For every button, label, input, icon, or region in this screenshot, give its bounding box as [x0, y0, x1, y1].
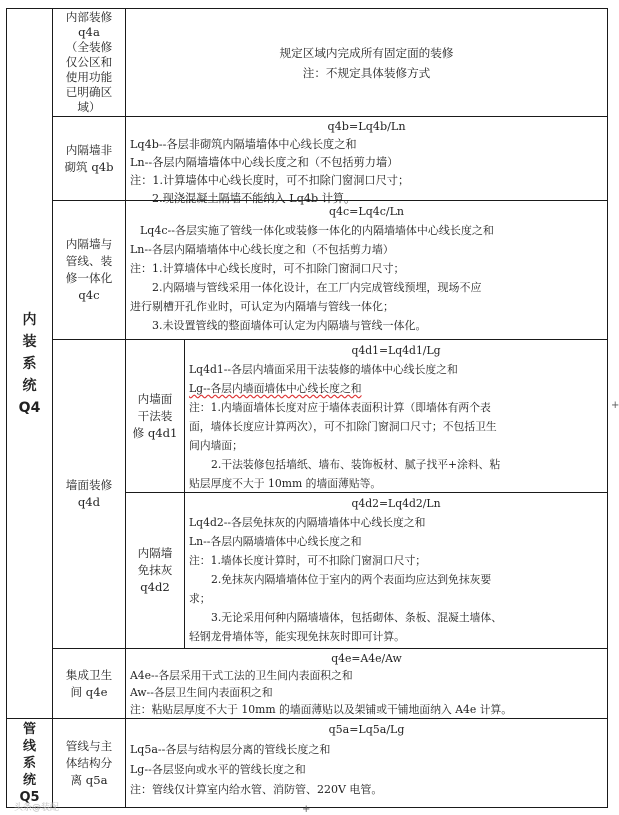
content-line: 求；	[189, 592, 211, 605]
content-line: 3.未设置管线的整面墙体可认定为内隔墙与管线一体化。	[152, 319, 427, 332]
label-line: 内墙面	[137, 391, 173, 406]
label-line: 内隔墙与	[65, 237, 113, 251]
label-line: 使用功能	[65, 70, 113, 84]
content-line: Lq4c--各层实施了管线一体化或装修一体化的内隔墙墙体中心线长度之和	[140, 224, 494, 237]
formula: q4d1=Lq4d1/Lg	[351, 344, 441, 357]
watermark: 头条@装配	[14, 803, 60, 813]
formula: q4b=Lq4b/Ln	[327, 120, 406, 133]
label-line: 墙面装修	[65, 478, 113, 492]
category-pipeline	[6, 718, 53, 808]
content-line: 进行剔槽开孔作业时，可认定为内隔墙与管线一体化；	[130, 300, 394, 313]
content-q4a	[125, 8, 608, 117]
content-q4b	[125, 116, 608, 205]
formula: q4c=Lq4c/Ln	[328, 205, 405, 218]
label-line: 域）	[77, 100, 101, 114]
content-q4e	[125, 648, 608, 719]
content-line: 注：1.计算墙体中心线长度时，可不扣除门窗洞口尺寸；	[130, 174, 410, 187]
content-line: Ln--各层内隔墙墙体中心线长度之和	[189, 535, 362, 548]
label-line: 已明确区	[65, 85, 113, 99]
label-line: 集成卫生	[65, 667, 113, 682]
label-q4d2	[125, 492, 185, 649]
category-char: 系	[22, 755, 36, 771]
label-line: 免抹灰	[137, 563, 173, 577]
category-char: 统	[22, 772, 36, 788]
label-q4c	[52, 200, 126, 340]
content-line: Lq4d1--各层内墙面采用干法装修的墙体中心线长度之和	[189, 363, 458, 376]
category-char: Q4	[18, 399, 41, 416]
content-line: 间内墙面；	[189, 439, 243, 452]
label-line: 内部装修	[65, 10, 113, 24]
label-line: 内隔墙非	[65, 142, 113, 157]
category-char: 内	[22, 311, 37, 328]
category-char: Q5	[19, 789, 40, 805]
content-line: Lq4b--各层非砌筑内隔墙墙体中心线长度之和	[130, 138, 357, 151]
label-q4e	[52, 648, 126, 719]
label-q4b	[52, 116, 126, 201]
label-q4d1	[125, 339, 185, 493]
content-line: 注：1.墙体长度计算时，可不扣除门窗洞口尺寸；	[189, 554, 427, 567]
content-line: Lg--各层内墙面墙体中心线长度之和	[189, 382, 362, 395]
content-line: 2.内隔墙与管线采用一体化设计，在工厂内完成管线预埋，现场不应	[152, 281, 482, 294]
category-char: 统	[22, 377, 37, 394]
label-line: 修一体化	[65, 271, 113, 285]
label-line: 管线、装	[65, 254, 113, 268]
content-line: 注：1.计算墙体中心线长度时，可不扣除门窗洞口尺寸；	[130, 262, 405, 275]
content-line: 2.免抹灰内隔墙墙体位于室内的两个表面均应达到免抹灰要	[211, 573, 492, 586]
label-line: 干法装	[137, 408, 173, 423]
content-q4d1	[184, 339, 608, 493]
label-line: 砌筑 q4b	[64, 159, 114, 174]
label-line: 体结构分	[65, 755, 113, 770]
category-char: 线	[22, 738, 36, 754]
table-resize-handle-icon[interactable]: +	[611, 400, 619, 411]
label-q5a	[52, 718, 126, 808]
label-line: q4d2	[140, 580, 170, 594]
label-q4a	[52, 8, 126, 117]
content-line: 贴层厚度不大于 10mm 的墙面薄贴等。	[189, 477, 382, 490]
content-line: 注：不规定具体装修方式	[302, 65, 431, 80]
category-char: 装	[22, 333, 37, 350]
label-line: q4d	[77, 495, 101, 509]
formula: q4e=A4e/Aw	[331, 652, 402, 665]
content-line: 3.无论采用何种内隔墙墙体，包括砌体、条板、混凝土墙体、	[211, 611, 503, 624]
content-q4c	[125, 200, 608, 340]
label-q4d	[52, 339, 126, 649]
content-line: 注：管线仅计算室内给水管、消防管、220V 电管。	[130, 783, 383, 796]
content-line: 注：粘贴层厚度不大于 10mm 的墙面薄贴以及架铺或干铺地面纳入 A4e 计算。	[130, 703, 513, 716]
content-q5a	[125, 718, 608, 808]
content-line: A4e--各层采用干式工法的卫生间内表面积之和	[130, 669, 353, 682]
formula: q4d2=Lq4d2/Ln	[351, 497, 441, 510]
content-line: Ln--各层内隔墙墙体中心线长度之和（不包括剪力墙）	[130, 156, 399, 169]
label-line: q4a	[78, 25, 100, 39]
content-line: Ln--各层内隔墙墙体中心线长度之和（不包括剪力墙）	[130, 243, 394, 256]
content-line: Lq4d2--各层免抹灰的内隔墙墙体中心线长度之和	[189, 516, 426, 529]
label-line: 离 q5a	[70, 772, 108, 787]
category-char: 管	[22, 721, 36, 737]
content-line: 轻钢龙骨墙体等，能实现免抹灰时即可计算。	[189, 630, 405, 643]
content-line: 面，墙体长度应计算两次），可不扣除门窗洞口尺寸；不包括卫生	[189, 420, 497, 433]
category-interior	[6, 8, 53, 719]
label-line: 管线与主	[65, 738, 113, 753]
content-q4d2	[184, 492, 608, 649]
label-line: 修 q4d1	[132, 425, 178, 440]
content-line: Lg--各层竖向或水平的管线长度之和	[130, 763, 306, 776]
label-line: 间 q4e	[70, 684, 108, 699]
content-line: 2.现浇混凝土隔墙不能纳入 Lq4b 计算。	[152, 192, 356, 205]
formula: q5a=Lq5a/Lg	[328, 723, 405, 736]
content-line: 规定区域内完成所有固定面的装修	[279, 45, 454, 60]
content-line: 注：1.内墙面墙体长度对应于墙体表面积计算（即墙体有两个表	[189, 401, 491, 414]
label-line: 内隔墙	[137, 546, 173, 560]
label-line: （全装修	[65, 40, 113, 54]
label-line: 仅公区和	[65, 55, 113, 69]
content-line: Lq5a--各层与结构层分离的管线长度之和	[130, 743, 331, 756]
content-line: 2.干法装修包括墙纸、墙布、装饰板材、腻子找平+涂料、粘	[211, 458, 501, 471]
category-char: 系	[22, 355, 37, 372]
content-line: Aw--各层卫生间内表面积之和	[130, 686, 273, 699]
label-line: q4c	[78, 288, 100, 302]
table-add-row-icon[interactable]: +	[302, 804, 311, 815]
